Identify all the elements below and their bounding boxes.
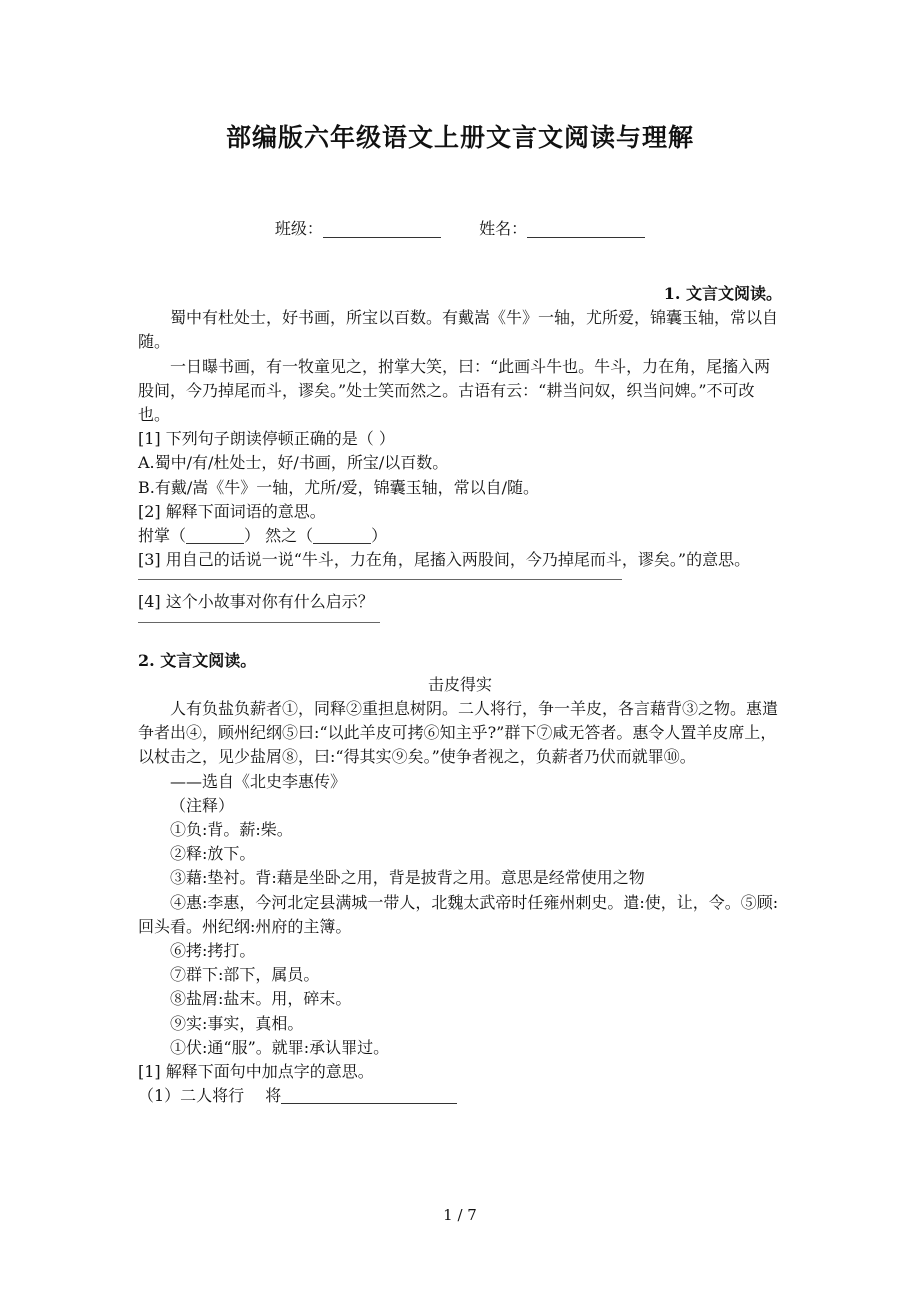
note-3: ③藉:垫衬。背:藉是坐卧之用，背是披背之用。意思是经常使用之物 (170, 868, 645, 888)
q1-heading: 1. 文言文阅读。 (663, 284, 782, 303)
q1-sub2-answers: 拊掌（ ） 然之（ ） (138, 526, 388, 546)
answer-blank[interactable] (186, 528, 244, 544)
q1-sub1: [1] 下列句子朗读停顿正确的是（ ） (138, 429, 395, 449)
note-1: ①负:背。薪:柴。 (170, 820, 293, 840)
note-7: ⑦群下:部下，属员。 (170, 965, 320, 985)
q2-sub1-item1: （1）二人将行 将 (138, 1084, 782, 1108)
q2-heading: 2. 文言文阅读。 (138, 650, 257, 670)
document-body (138, 282, 782, 1109)
note-10: ①伏:通“服”。就罪:承认罪过。 (170, 1037, 390, 1057)
name-label: 姓名： (479, 219, 528, 238)
q1-sub4: [4] 这个小故事对你有什么启示？ (138, 592, 374, 612)
q1-passage-2: 一日曝书画，有一牧童见之，拊掌大笑，曰：“此画斗牛也。牛斗，力在角，尾搐入两股间，今乃掉尾而斗，谬矣。”处士笑而然之。古语有云：“耕当问奴，织当问婢。”不可改也。 (138, 356, 771, 425)
answer-line[interactable] (138, 621, 380, 623)
note-4: ④惠:李惠，今河北定县满城一带人，北魏太武帝时任雍州刺史。遣:使，让，令。⑤顾:回头看。州纪纲:州府的主簿。 (138, 892, 779, 936)
q2-passage: 人有负盐负薪者①，同释②重担息树阴。二人将行，争一羊皮，各言藉背③之物。惠遣争者出④，顾州纪纲⑤曰:“以此羊皮可拷⑥知主乎?”群下⑦咸无答者。惠令人置羊皮席上，以杖击之，见少盐屑⑧，曰:“得其实⑨矣。”使争者视之，负薪者乃伏而就罪⑩。 (138, 699, 779, 767)
name-blank[interactable] (527, 221, 645, 238)
q1-passage-1: 蜀中有杜处士，好书画，所宝以百数。有戴嵩《牛》一轴，尤所爱，锦囊玉轴，常以自随。 (138, 308, 779, 352)
note-6: ⑥拷:拷打。 (170, 941, 256, 961)
answer-blank[interactable] (281, 1088, 457, 1104)
page-number: 1 / 7 (443, 1206, 477, 1224)
class-blank[interactable] (323, 221, 441, 238)
document-title: 部编版六年级语文上册文言文阅读与理解 (225, 123, 694, 152)
note-8: ⑧盐屑:盐末。用，碎末。 (170, 989, 352, 1009)
class-label: 班级： (274, 219, 323, 238)
q2-source: ——选自《北史李惠传》 (170, 771, 347, 791)
q2-notes-label: （注释） (170, 795, 235, 815)
answer-line[interactable] (138, 578, 622, 580)
note-2: ②释:放下。 (170, 844, 256, 864)
student-info (0, 216, 920, 239)
q2-sub1: [1] 解释下面句中加点字的意思。 (138, 1062, 374, 1082)
answer-blank[interactable] (313, 528, 371, 544)
q1-sub3: [3] 用自己的话说一说“牛斗，力在角，尾搐入两股间，今乃掉尾而斗，谬矣。”的意思。 (138, 550, 751, 570)
q1-option-a: A.蜀中/有/杜处士，好/书画，所宝/以百数。 (138, 453, 449, 473)
q1-option-b: B.有戴/嵩《牛》一轴，尤所/爱，锦囊玉轴，常以自/随。 (138, 477, 540, 497)
q2-subtitle: 击皮得实 (427, 674, 492, 694)
q1-sub2: [2] 解释下面词语的意思。 (138, 501, 326, 521)
note-9: ⑨实:事实，真相。 (170, 1013, 304, 1033)
